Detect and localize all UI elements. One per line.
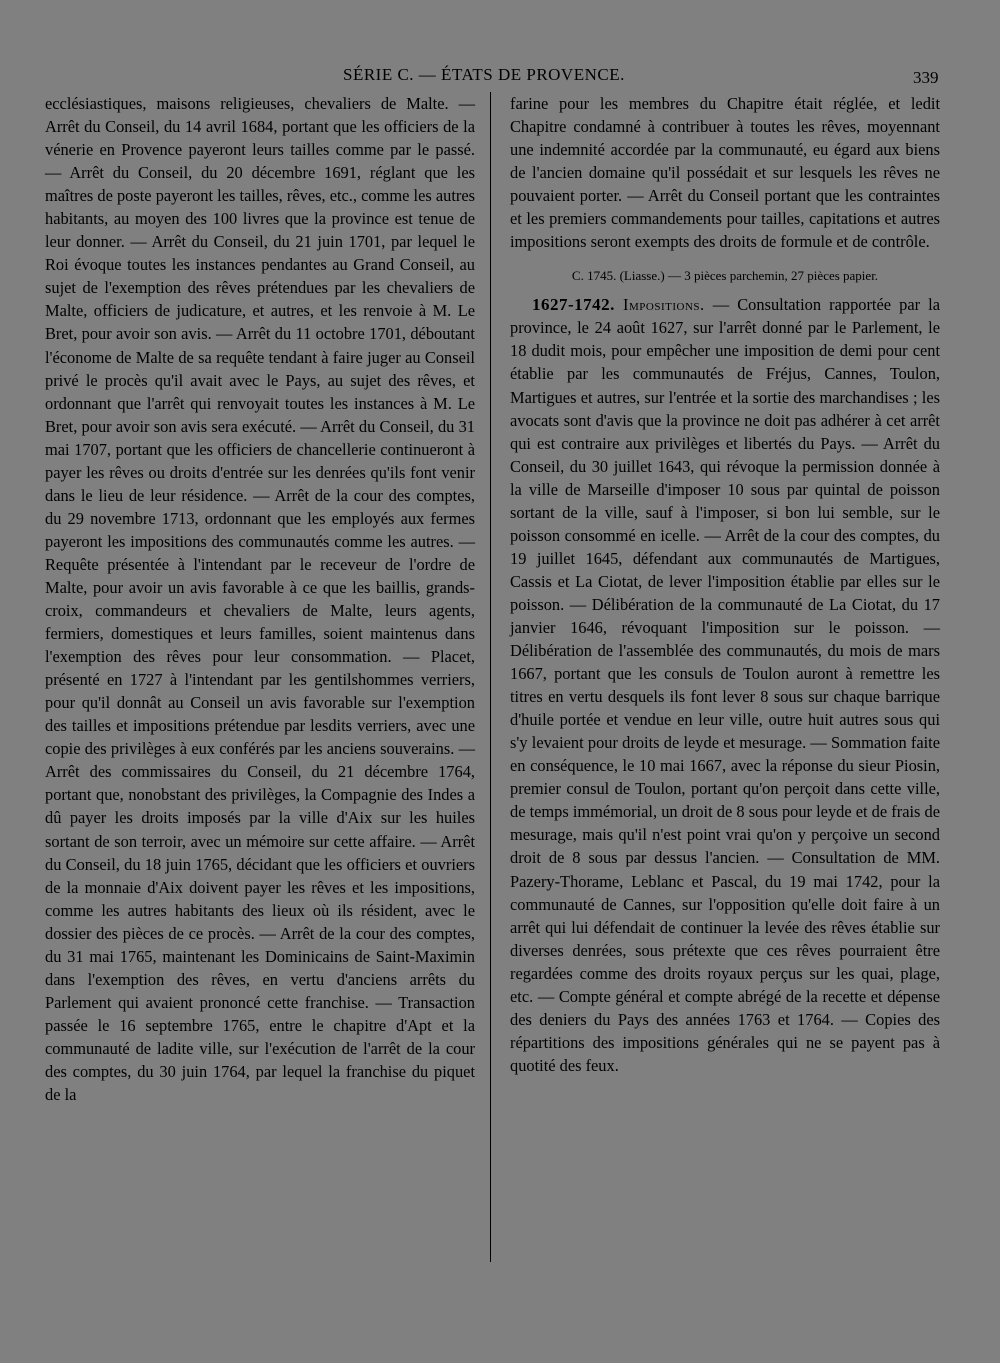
continuation-text: farine pour les membres du Chapitre était réglée, et ledit Chapitre condamné à contribuer à toutes les rêves, moyennant une indemnité accordée par la communauté, eu égard aux biens de l'ancien domaine qu'il possédait et sur lesquels les rêves ne pouvaient porter. — Arrêt du Conseil portant que les contraintes et les premiers commandements pour tailles, capitations et autres impositions seront exempts des droits de formule et de contrôle. [510,94,940,252]
left-column [45,92,475,1106]
page-header [0,60,1000,90]
right-column [510,92,940,1077]
entry-subject: Impositions. [623,295,705,315]
entry-text: — Consultation rapportée par la province, le 24 août 1627, sur l'arrêt donné par le Parlement, le 18 dudit mois, pour empêcher une imposition de demi pour cent établie par les communautés de Fréjus, Cannes, Toulon, Martigues et autres, sur l'entrée et la sortie des marchandises ; les avocats sont d'avis que la province ne doit pas adhérer à cet arrêt qui est contraire aux privilèges et libertés du Pays. — Arrêt du Conseil, du 30 juillet 1643, qui révoque la permission donnée à la ville de Marseille d'imposer 10 sous par quintal de poisson sortant de la ville, sauf à l'imposer, si bon lui semble, sur le poisson consommé en icelle. — Arrêt de la cour des comptes, du 19 juillet 1645, défendant aux communautés de Martigues, Cassis et La Ciotat, de lever l'imposition établie par elles sur le poisson. — Délibération de la communauté de La Ciotat, du 17 janvier 1646, révoquant l'imposition sur le poisson. — Délibération de l'assemblée des communautés, du mois de mars 1667, portant que les consuls de Toulon auront à remettre les titres en vertu desquels ils font lever 8 sous sur chaque barrique d'huile portée et vendue en leur ville, outre huit autres sous qui s'y levaient pour droits de leyde et mesurage. — Sommation faite en conséquence, le 10 mai 1667, avec la réponse du sieur Piosin, premier consul de Toulon, portant qu'on perçoit dans cette ville, de temps immémorial, un droit de 8 sous pour leyde et de frais de mesurage, mais qu'il n'est point vrai qu'on y perçoive un second droit de 8 sous par dessus l'ancien. — Consultation de MM. Pazery-Thorame, Leblanc et Pascal, du 19 mai 1742, pour la communauté de Cannes, sur l'opposition qu'elle doit faire à un arrêt qui lui défendait de continuer la levée des rêves établie sur diverses denrées, sous prétexte que ces rêves pourraient être regardées comme des droits royaux perçus sur les quai, plage, etc. — Compte général et compte abrégé de la recette et dépense des deniers du Pays des années 1763 et 1764. — Copies des répartitions des impositions générales qui ne se payent pas à quotité des feux. [510,295,940,1075]
entry-paragraph [510,293,940,1077]
entry-date: 1627-1742. [532,295,615,315]
running-title: SÉRIE C. — ÉTATS DE PROVENCE. [343,65,625,84]
page-number: 339 [913,68,939,87]
column-divider [490,92,491,1262]
archive-cote: C. 1745. (Liasse.) — 3 pièces parchemin, 27 pièces papier. [571,268,879,284]
left-column-text: ecclésiastiques, maisons religieuses, chevaliers de Malte. — Arrêt du Conseil, du 14 avril 1684, portant que les officiers de la vénerie en Provence payeront leurs tailles comme par le passé. — Arrêt du Conseil, du 20 décembre 1691, réglant que les maîtres de poste payeront les tailles, rêves, etc., comme les autres habitants, au moyen des 100 livres que la province est tenue de leur donner. — Arrêt du Conseil, du 21 juin 1701, par lequel le Roi évoque toutes les instances pendantes au Grand Conseil, au sujet de l'exemption des rêves prétendues par les chevaliers de Malte, officiers de judicature, et autres, et les renvoie à M. Le Bret, pour avoir son avis. — Arrêt du 11 octobre 1701, déboutant l'économe de Malte de sa requête tendant à faire juger au Conseil privé le procès qu'il avait avec le Pays, au sujet des rêves, et ordonnant que l'arrêt qui renvoyait toutes les instances à M. Le Bret, pour avoir son avis sera exécuté. — Arrêt du Conseil, du 31 mai 1707, portant que les officiers de chancellerie continueront à payer les rêves ou droits d'entrée sur les denrées qu'ils font venir dans le lieu de leur résidence. — Arrêt de la cour des comptes, du 29 novembre 1713, ordonnant que les employés aux fermes payeront les impositions des communautés comme les autres. — Requête présentée à l'intendant par le receveur de l'ordre de Malte, pour avoir un avis favorable à ce que les baillis, grands-croix, commandeurs et chevaliers de Malte, leurs agents, fermiers, domestiques et leurs familles, soient maintenus dans l'exemption des rêves pour leur consommation. — Placet, présenté en 1727 à l'intendant par les gentilshommes verriers, pour qu'il donnât au Conseil un avis favorable sur l'exemption des tailles et impositions prétendue par lesdits verriers, avec une copie des privilèges à eux conférés par les anciens souverains. — Arrêt des commissaires du Conseil, du 21 décembre 1764, portant que, nonobstant des privilèges, la Compagnie des Indes a dû payer les droits imposés par la ville d'Aix sur les huiles sortant de son terroir, avec un mémoire sur cette affaire. — Arrêt du Conseil, du 18 juin 1765, décidant que les officiers et ouvriers de la monnaie d'Aix doivent payer les rêves et les impositions, comme les autres habitants des lieux où ils résident, avec le dossier des pièces de ce procès. — Arrêt de la cour des comptes, du 31 mai 1765, maintenant les Dominicains de Saint-Maximin dans l'exemption des rêves, en vertu d'anciens arrêts du Parlement qui avaient prononcé cette franchise. — Transaction passée le 16 septembre 1765, entre le chapitre d'Apt et la communauté de ladite ville, sur l'exécution de l'arrêt de la cour des comptes, du 30 juin 1764, par lequel la franchise du piquet de la [45,94,475,1105]
